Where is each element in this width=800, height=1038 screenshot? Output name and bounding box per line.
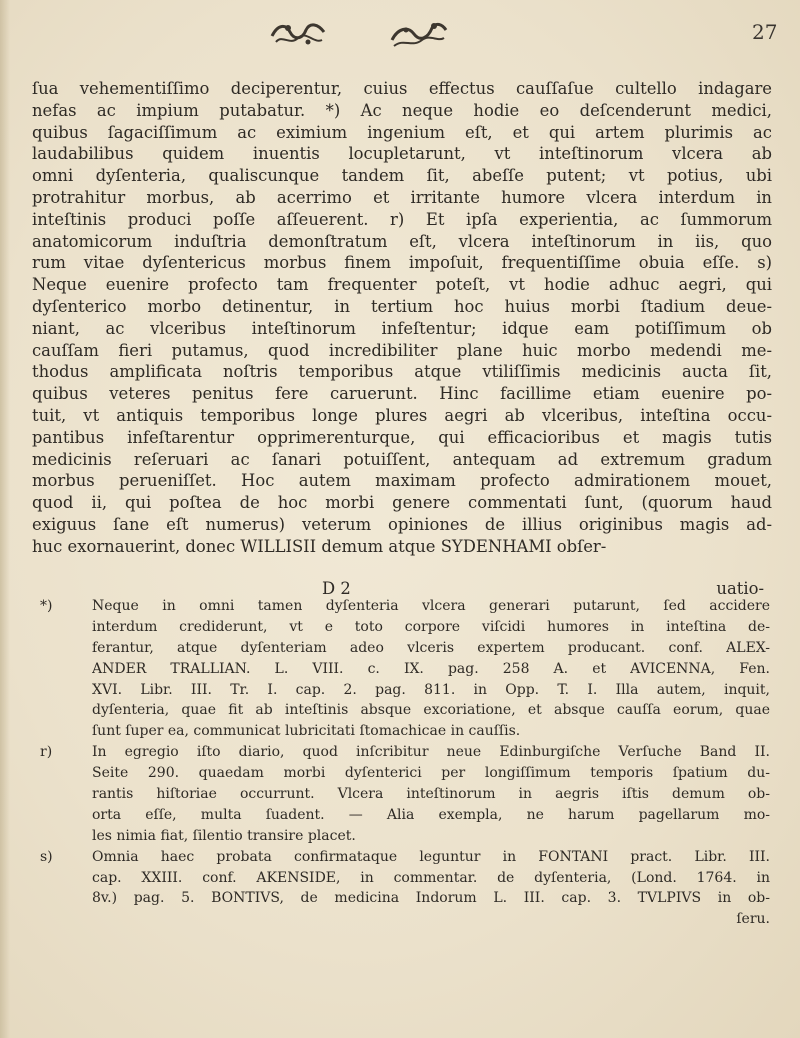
footnote-line: ſunt ſuper ea, communicat lubricitati ſtomachicae in cauſſis. (92, 723, 521, 740)
signature-mark: D 2 (322, 579, 351, 598)
body-line: huc exornauerint, donec WILLISII demum atque SYDENHAMI obſer- (32, 536, 607, 556)
body-line: pantibus infeſtarentur opprimerenturque, qui efficacioribus et magis tutis (32, 427, 772, 447)
footnote-marker: r) (40, 744, 53, 761)
body-line: anatomicorum induſtria demonſtratum eſt, vlcera inteſtinorum in iis, quo (32, 231, 772, 251)
footnote-line: In egregio iſto diario, quod inſcribitur neue Edinburgiſche Verſuche Band II. (92, 744, 770, 761)
footnote-line: ferantur, atque dyſenteriam adeo vlceris expertem producant. conf. ALEX- (92, 639, 770, 656)
footnote-line: interdum crediderunt, vt e toto corpore viſcidi humores in inteſtina de- (92, 618, 770, 635)
footnote (40, 742, 770, 846)
footnote-line: les nimia fiat, ſilentio transire placet. (92, 827, 356, 844)
body-line: dyſenterico morbo detinentur, in tertium hoc huius morbi ſtadium deue- (32, 296, 772, 316)
footnote-line: XVI. Libr. III. Tr. I. cap. 2. pag. 811. in Opp. T. I. Illa autem, inquit, (92, 681, 770, 698)
body-line: omni dyſenteria, qualiscunque tandem ſit, abeſſe putent; vt potius, ubi (32, 166, 772, 186)
right-headpiece-ornament-icon (388, 18, 448, 50)
footnote-marker: *) (40, 598, 53, 614)
catchword: uatio- (716, 579, 764, 598)
body-line: Neque euenire profecto tam frequenter poteſt, vt hodie adhuc aegri, qui (32, 275, 772, 295)
body-line: tuit, vt antiquis temporibus longe plures aegri ab vlceribus, inteſtina occu- (32, 405, 772, 425)
footnotes (40, 596, 770, 930)
body-line: inteſtinis produci poſſe aſſeuerent. r) Et ipſa experientia, ac ſummorum (32, 209, 772, 229)
footnote-line: ſeru. (736, 911, 770, 928)
body-line: quibus ſagaciſſimum ac eximium ingenium eſt, et qui artem plurimis ac (32, 122, 772, 142)
body-line: rum vitae dyſentericus morbus finem impoſuit, frequentiſſime obuia eſſe. s) (32, 253, 772, 273)
footnote-line: rantis hiſtoriae occurrunt. Vlcera inteſtinorum in aegris iſtis demum ob- (92, 786, 770, 803)
footnote-line: dyſenteria, quae fit ab inteſtinis absque excoriatione, et absque cauſſa eorum, quae (92, 702, 770, 719)
body-line: medicinis reſeruari ac ſanari potuiſſent, antequam ad extremum gradum (32, 449, 772, 469)
footnote-line: ANDER TRALLIAN. L. VIII. c. IX. pag. 258 A. et AVICENNA, Fen. (92, 660, 770, 677)
body-line: laudabilibus quidem inuentis locupletarunt, vt inteſtinorum vlcera ab (32, 144, 772, 164)
body-line: nefas ac impium putabatur. *) Ac neque hodie eo deſcenderunt medici, (32, 100, 772, 120)
left-headpiece-ornament-icon (268, 18, 328, 50)
body-line: ſua vehementiſſimo deciperentur, cuius effectus cauſſaſue cultello indagare (32, 79, 772, 98)
main-body-text (32, 78, 772, 558)
footnote-line: Omnia haec probata confirmataque leguntur in FONTANI pract. Libr. III. (92, 848, 770, 865)
body-line: exiguus ſane eſt numerus) veterum opiniones de illius originibus magis ad- (32, 514, 772, 534)
body-line: protrahitur morbus, ab acerrimo et irritante humore vlcera interdum in (32, 187, 772, 207)
body-line: morbus perueniſſet. Hoc autem maximam profecto admirationem mouet, (32, 471, 772, 491)
body-line: niant, ac vlceribus inteſtinorum infeſtentur; idque eam potiſſimum ob (32, 318, 772, 338)
footnote-line: Neque in omni tamen dyſenteria vlcera generari putarunt, ſed accidere (92, 598, 770, 614)
body-line: quibus veteres penitus fere caruerunt. Hinc facillime etiam euenire po- (32, 384, 772, 404)
footnote-line: orta eſſe, multa ſuadent. — Alia exempla, ne harum pagellarum mo- (92, 806, 770, 823)
body-line: cauſſam fieri putamus, quod incredibiliter plane huic morbo medendi me- (32, 340, 772, 360)
body-line: thodus amplificata noſtris temporibus atque vtiliſſimis medicinis aucta ſit, (32, 362, 772, 382)
body-line: quod ii, qui poſtea de hoc morbi genere commentati ſunt, (quorum haud (32, 493, 772, 513)
footnote (40, 847, 770, 931)
footnote-marker: s) (40, 848, 53, 865)
page-number: 27 (752, 20, 778, 44)
footnote-line: cap. XXIII. conf. AKENSIDE, in commentar. de dyſenteria, (Lond. 1764. in (92, 869, 770, 886)
footnote-line: 8v.) pag. 5. BONTIVS, de medicina Indorum L. III. cap. 3. TVLPIVS in ob- (92, 890, 770, 907)
footnote (40, 596, 770, 742)
footnote-line: Seite 290. quaedam morbi dyſenterici per longiſſimum temporis ſpatium du- (92, 765, 770, 782)
page-edge-shadow (0, 0, 10, 1038)
